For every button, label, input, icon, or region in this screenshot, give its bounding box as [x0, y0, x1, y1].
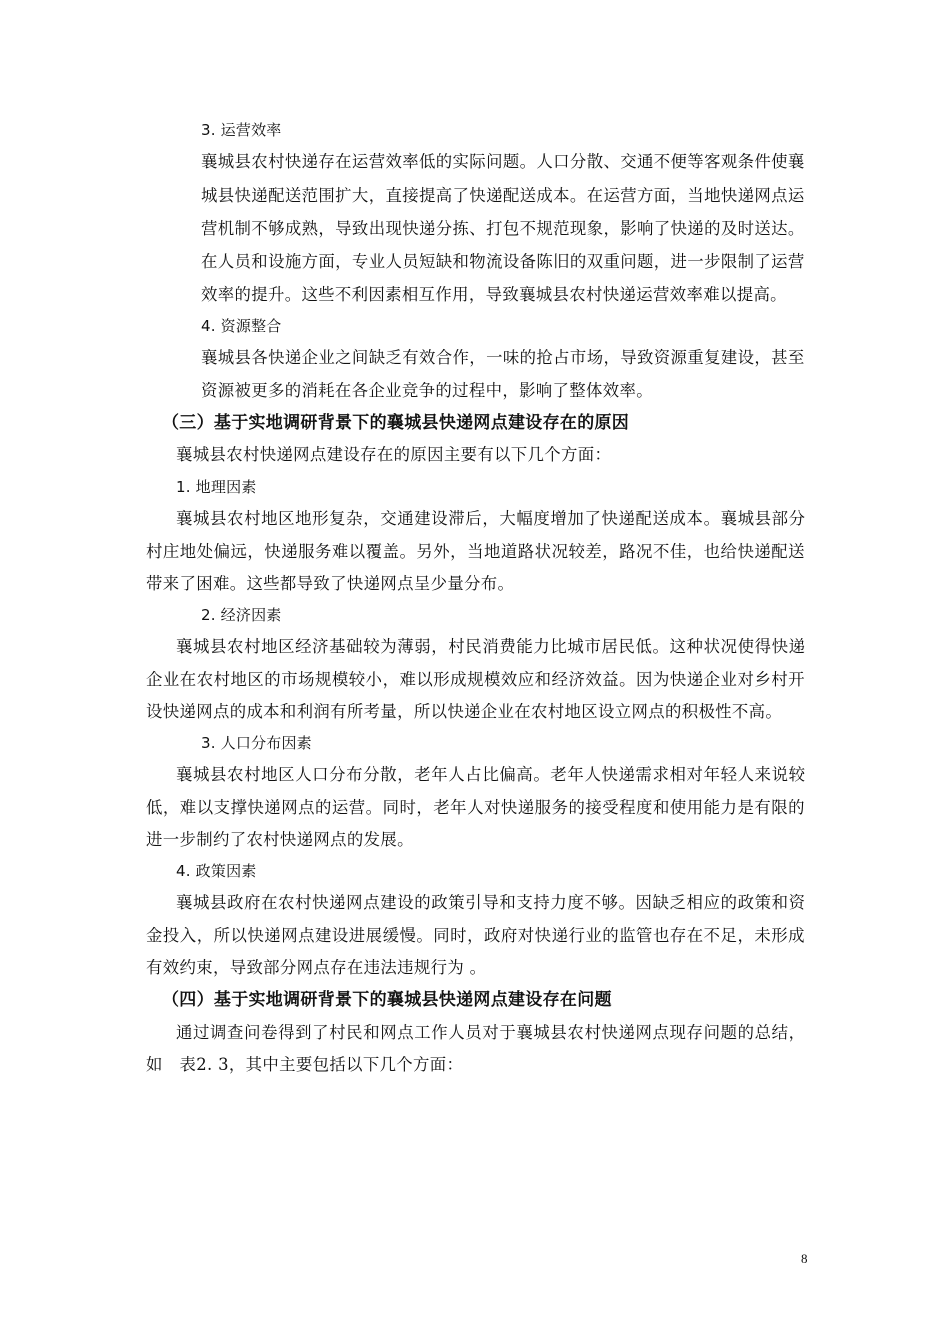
page-number: 8 [801, 1251, 808, 1266]
subsection-heading: 3. 人口分布因素 [201, 734, 312, 752]
body-text-line: 营机制不够成熟，导致出现快递分拣、打包不规范现象，影响了快递的及时送达。 [201, 219, 805, 238]
subsection-heading: 2. 经济因素 [201, 606, 282, 624]
body-text-line: 企业在农村地区的市场规模较小，难以形成规模效应和经济效益。因为快递企业对乡村开 [146, 670, 806, 689]
subsection-heading: 1. 地理因素 [176, 478, 257, 496]
body-text-line: 村庄地处偏远，快递服务难以覆盖。另外，当地道路状况较差，路况不佳，也给快递配送 [146, 542, 806, 561]
body-text-line: 通过调查问卷得到了村民和网点工作人员对于襄城县农村快递网点现存问题的总结， [176, 1023, 806, 1042]
section-heading: （三）基于实地调研背景下的襄城县快递网点建设存在的原因 [162, 413, 630, 433]
body-text-line: 资源被更多的消耗在各企业竞争的过程中，影响了整体效率。 [201, 381, 653, 400]
body-text-line: 金投入，所以快递网点建设进展缓慢。同时，政府对快递行业的监管也存在不足，未形成 [146, 926, 806, 945]
body-text-line: 进一步制约了农村快递网点的发展。 [146, 830, 414, 849]
body-text-line: 效率的提升。这些不利因素相互作用，导致襄城县农村快递运营效率难以提高。 [201, 285, 787, 304]
body-text-line: 带来了困难。这些都导致了快递网点呈少量分布。 [146, 574, 515, 593]
body-text-line: 低，难以支撑快递网点的运营。同时，老年人对快递服务的接受程度和使用能力是有限的 [146, 798, 806, 817]
subsection-heading: 4. 资源整合 [201, 317, 282, 335]
body-text-line: 襄城县农村快递网点建设存在的原因主要有以下几个方面： [176, 445, 612, 464]
body-text-line: 襄城县农村地区地形复杂，交通建设滞后，大幅度增加了快递配送成本。襄城县部分 [176, 509, 806, 528]
body-text-line: 城县快递配送范围扩大，直接提高了快递配送成本。在运营方面，当地快递网点运 [201, 186, 805, 205]
subsection-heading: 3. 运营效率 [201, 121, 282, 139]
body-text-line: 襄城县政府在农村快递网点建设的政策引导和支持力度不够。因缺乏相应的政策和资 [176, 893, 806, 912]
body-text-line: 有效约束，导致部分网点存在违法违规行为 。 [146, 958, 487, 977]
section-heading: （四）基于实地调研背景下的襄城县快递网点建设存在问题 [162, 990, 612, 1010]
body-text-line: 在人员和设施方面，专业人员短缺和物流设备陈旧的双重问题，进一步限制了运营 [201, 252, 805, 271]
body-text-line: 襄城县农村地区人口分布分散，老年人占比偏高。老年人快递需求相对年轻人来说较 [176, 765, 806, 784]
subsection-heading: 4. 政策因素 [176, 862, 257, 880]
body-text-line: 襄城县农村快递存在运营效率低的实际问题。人口分散、交通不便等客观条件使襄 [201, 152, 805, 171]
body-text-line: 襄城县农村地区经济基础较为薄弱，村民消费能力比城市居民低。这种状况使得快递 [176, 637, 806, 656]
body-text-line: 设快递网点的成本和利润有所考量，所以快递企业在农村地区设立网点的积极性不高。 [146, 702, 783, 721]
body-text-line: 如 表2. 3，其中主要包括以下几个方面： [146, 1055, 464, 1074]
body-text-line: 襄城县各快递企业之间缺乏有效合作，一味的抢占市场，导致资源重复建设，甚至 [201, 348, 805, 367]
